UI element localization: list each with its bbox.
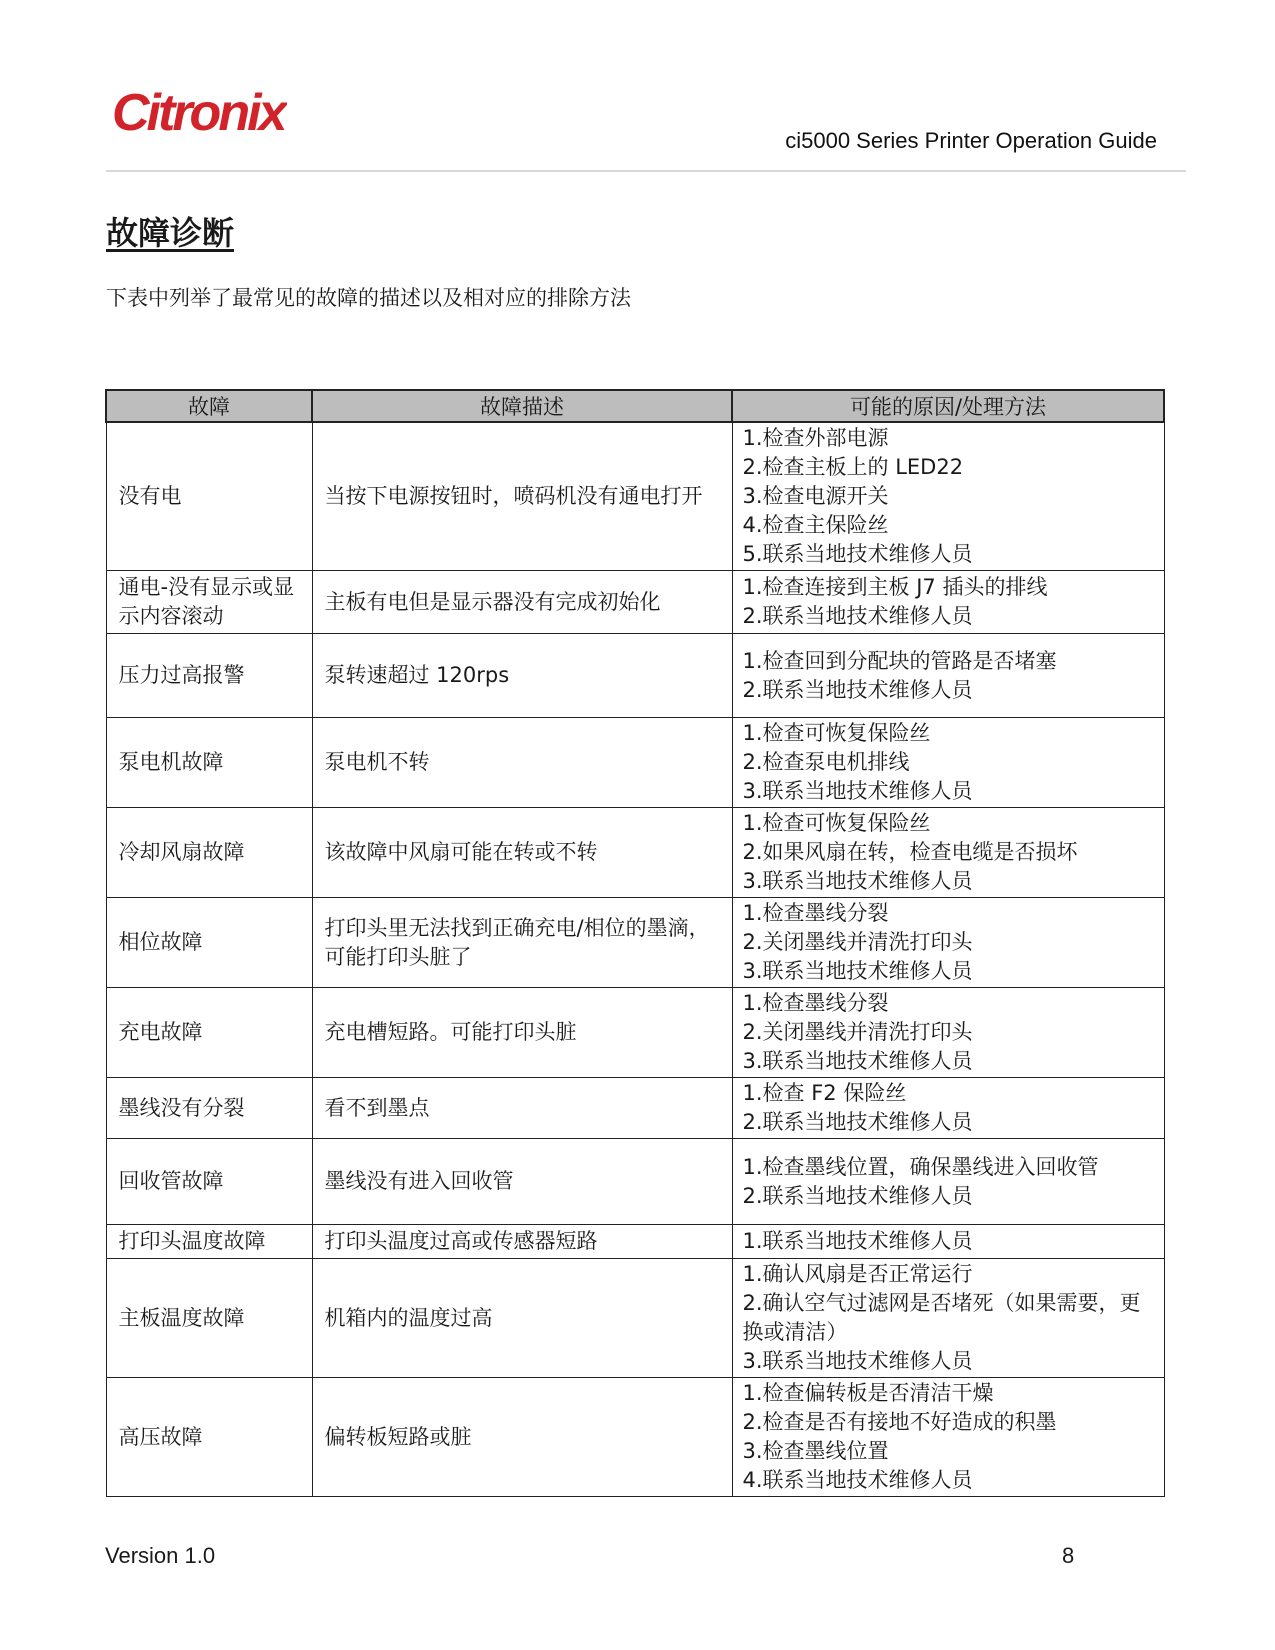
fault-solution — [732, 422, 1164, 571]
table-row — [106, 898, 1164, 988]
solution-step: 1.检查可恢复保险丝 — [742, 721, 931, 745]
fault-name: 压力过高报警 — [106, 634, 312, 718]
intro-text: 下表中列举了最常见的故障的描述以及相对应的排除方法 — [106, 286, 631, 310]
solution-step: 1.检查墨线分裂 — [742, 991, 889, 1015]
header-solution: 可能的原因/处理方法 — [732, 390, 1164, 422]
solution-step: 1.检查 F2 保险丝 — [742, 1081, 907, 1105]
solution-step: 2.联系当地技术维修人员 — [742, 604, 973, 628]
fault-name: 高压故障 — [106, 1378, 312, 1497]
solution-step: 1.联系当地技术维修人员 — [742, 1229, 973, 1253]
page-number: 8 — [1062, 1543, 1075, 1568]
solution-step: 2.如果风扇在转，检查电缆是否损坏 — [742, 840, 1078, 864]
fault-solution — [732, 634, 1164, 718]
footer-version: Version 1.0 — [105, 1543, 216, 1568]
fault-description: 打印头温度过高或传感器短路 — [312, 1225, 732, 1259]
page-title: 故障诊断 — [106, 214, 235, 252]
table-row — [106, 718, 1164, 808]
fault-name: 泵电机故障 — [106, 718, 312, 808]
fault-solution — [732, 808, 1164, 898]
header-divider — [106, 170, 1186, 172]
table-row — [106, 422, 1164, 571]
table-row — [106, 1078, 1164, 1139]
document-title: ci5000 Series Printer Operation Guide — [785, 128, 1157, 153]
fault-solution — [732, 571, 1164, 634]
fault-description: 打印头里无法找到正确充电/相位的墨滴，可能打印头脏了 — [312, 898, 732, 988]
fault-name: 墨线没有分裂 — [106, 1078, 312, 1139]
fault-name: 充电故障 — [106, 988, 312, 1078]
solution-step: 1.检查墨线分裂 — [742, 901, 889, 925]
fault-name: 冷却风扇故障 — [106, 808, 312, 898]
fault-description: 泵电机不转 — [312, 718, 732, 808]
solution-step: 1.检查可恢复保险丝 — [742, 811, 931, 835]
solution-step: 2.联系当地技术维修人员 — [742, 677, 973, 702]
solution-step: 1.检查回到分配块的管路是否堵塞 — [742, 648, 1057, 673]
fault-description: 当按下电源按钮时，喷码机没有通电打开 — [312, 422, 732, 571]
solution-step: 2.关闭墨线并清洗打印头 — [742, 930, 973, 954]
table-row — [106, 571, 1164, 634]
fault-description: 该故障中风扇可能在转或不转 — [312, 808, 732, 898]
fault-solution — [732, 1139, 1164, 1225]
table-row — [106, 1259, 1164, 1378]
table-header-row — [106, 390, 1164, 422]
solution-step: 3.检查电源开关 — [742, 484, 889, 508]
fault-solution — [732, 1259, 1164, 1378]
solution-step: 1.检查偏转板是否清洁干燥 — [742, 1381, 994, 1405]
solution-step: 3.联系当地技术维修人员 — [742, 1049, 973, 1073]
citronix-logo — [112, 83, 287, 143]
solution-step: 3.联系当地技术维修人员 — [742, 779, 973, 803]
solution-step: 3.检查墨线位置 — [742, 1439, 889, 1463]
fault-description: 看不到墨点 — [312, 1078, 732, 1139]
fault-solution — [732, 898, 1164, 988]
fault-solution — [732, 988, 1164, 1078]
solution-step: 1.检查外部电源 — [742, 426, 889, 450]
solution-step: 2.检查是否有接地不好造成的积墨 — [742, 1410, 1057, 1434]
fault-name: 打印头温度故障 — [106, 1225, 312, 1259]
solution-step: 2.联系当地技术维修人员 — [742, 1183, 973, 1208]
solution-step: 4.联系当地技术维修人员 — [742, 1468, 973, 1492]
table-row — [106, 1139, 1164, 1225]
fault-table — [105, 389, 1165, 1497]
header-fault: 故障 — [106, 390, 312, 422]
fault-name: 回收管故障 — [106, 1139, 312, 1225]
solution-step: 2.联系当地技术维修人员 — [742, 1110, 973, 1134]
solution-step: 2.关闭墨线并清洗打印头 — [742, 1020, 973, 1044]
fault-solution — [732, 1078, 1164, 1139]
table-row — [106, 634, 1164, 718]
fault-description: 墨线没有进入回收管 — [312, 1139, 732, 1225]
fault-description: 偏转板短路或脏 — [312, 1378, 732, 1497]
fault-solution — [732, 718, 1164, 808]
solution-step: 1.确认风扇是否正常运行 — [742, 1262, 973, 1286]
solution-step: 1.检查连接到主板 J7 插头的排线 — [742, 575, 1048, 599]
solution-step: 2.检查泵电机排线 — [742, 750, 910, 774]
header-description: 故障描述 — [312, 390, 732, 422]
fault-name: 相位故障 — [106, 898, 312, 988]
fault-description: 泵转速超过 120rps — [312, 634, 732, 718]
fault-description: 主板有电但是显示器没有完成初始化 — [312, 571, 732, 634]
solution-step: 2.确认空气过滤网是否堵死（如果需要，更换或清洁） — [742, 1291, 1141, 1344]
table-row — [106, 808, 1164, 898]
solution-step: 1.检查墨线位置，确保墨线进入回收管 — [742, 1154, 1099, 1179]
solution-step: 2.检查主板上的 LED22 — [742, 455, 964, 479]
table-row — [106, 1378, 1164, 1497]
solution-step: 3.联系当地技术维修人员 — [742, 959, 973, 983]
fault-name: 没有电 — [106, 422, 312, 571]
fault-description: 机箱内的温度过高 — [312, 1259, 732, 1378]
fault-description: 充电槽短路。可能打印头脏 — [312, 988, 732, 1078]
solution-step: 3.联系当地技术维修人员 — [742, 1349, 973, 1373]
table-row — [106, 1225, 1164, 1259]
solution-step: 3.联系当地技术维修人员 — [742, 869, 973, 893]
solution-step: 4.检查主保险丝 — [742, 513, 889, 537]
svg-text:Citronix: Citronix — [112, 84, 285, 142]
fault-name: 主板温度故障 — [106, 1259, 312, 1378]
fault-solution — [732, 1378, 1164, 1497]
solution-step: 5.联系当地技术维修人员 — [742, 542, 973, 566]
table-row — [106, 988, 1164, 1078]
fault-name: 通电-没有显示或显示内容滚动 — [106, 571, 312, 634]
fault-solution — [732, 1225, 1164, 1259]
